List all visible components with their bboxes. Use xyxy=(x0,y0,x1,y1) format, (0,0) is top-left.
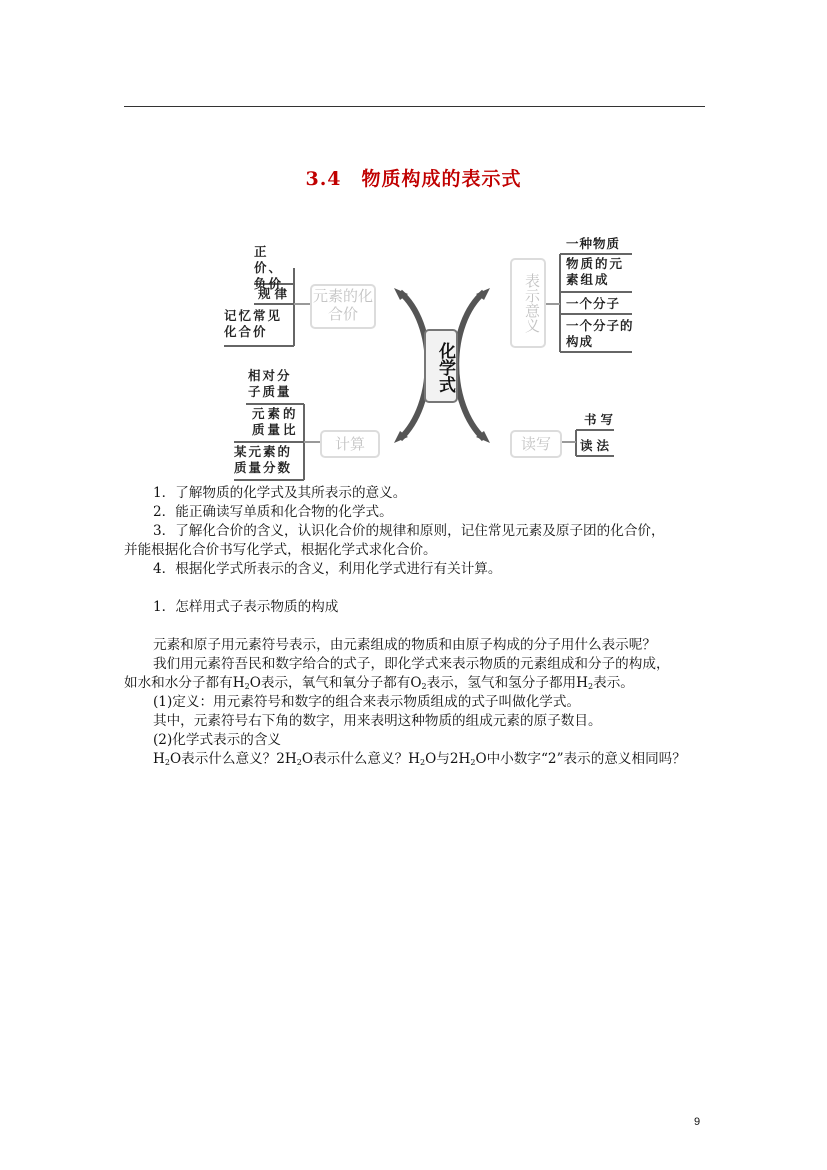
calc-item-1: 相对分子质量 xyxy=(248,368,292,399)
readwrite-item-1: 书写 xyxy=(584,412,618,427)
objective-3: 3．了解化合价的含义，认识化合价的规律和原则，记住常见元素及原子团的化合价， xyxy=(153,523,665,539)
center-node: 化学式 xyxy=(424,329,458,403)
calc-item-2: 元素的质量比 xyxy=(252,406,299,437)
body-line-3-e: 表示，氢气和氢分子都用H xyxy=(426,675,589,691)
subscript: 2 xyxy=(588,682,594,691)
valence-item-3: 记忆常见化合价 xyxy=(224,308,283,339)
subscript: 2 xyxy=(420,758,426,767)
objective-4: 4．根据化学式所表示的含义，利用化学式进行有关计算。 xyxy=(153,561,502,577)
body-line-7-g: O与2H xyxy=(425,751,471,767)
body-line-7-e: O表示什么意义？H xyxy=(301,751,421,767)
page-number: 9 xyxy=(694,1116,701,1128)
body-line-3-a: 如水和水分子都有H xyxy=(124,675,245,691)
subscript: 2 xyxy=(244,682,250,691)
concept-mindmap xyxy=(222,234,636,486)
meaning-item-1: 一种物质 xyxy=(566,236,621,251)
meaning-item-4: 一个分子的构成 xyxy=(566,318,634,349)
objective-1: 1．了解物质的化学式及其所表示的意义。 xyxy=(153,485,407,501)
body-line-3-c: O表示，氧气和氧分子都有O xyxy=(249,675,422,691)
branch-calc-label: 计算 xyxy=(320,430,380,458)
subscript: 2 xyxy=(421,682,427,691)
readwrite-item-2: 读法 xyxy=(580,438,614,453)
body-line-2: 我们用元素符吾民和数字给合的式子，即化学式来表示物质的元素组成和分子的构成， xyxy=(153,656,670,672)
objective-2: 2．能正确读写单质和化合物的化学式。 xyxy=(153,504,393,520)
meaning-item-2: 物质的元素组成 xyxy=(566,256,625,287)
valence-item-2: 规律 xyxy=(258,286,292,301)
body-line-3-g: 表示。 xyxy=(593,675,634,691)
body-line-4: (1)定义：用元素符号和数字的组合来表示物质组成的式子叫做化学式。 xyxy=(153,694,581,710)
subscript: 2 xyxy=(470,758,476,767)
section-heading: 1．怎样用式子表示物质的构成 xyxy=(153,599,339,615)
body-line-7-a: H xyxy=(153,751,165,767)
body-line-7 xyxy=(153,750,686,772)
subscript: 2 xyxy=(296,758,302,767)
branch-meaning-label: 表示意义 xyxy=(510,258,546,348)
page-title: 3.4 物质构成的表示式 xyxy=(305,168,522,190)
valence-item-1: 正价、负价 xyxy=(254,244,284,291)
objective-3-cont: 并能根据化合价书写化学式，根据化学式求化合价。 xyxy=(124,542,437,558)
header-rule xyxy=(124,106,705,107)
body-line-7-i: O中小数字“2”表示的意义相同吗？ xyxy=(475,751,686,767)
branch-valence-label: 元素的化合价 xyxy=(310,284,376,329)
body-line-6: (2)化学式表示的含义 xyxy=(153,732,282,748)
subscript: 2 xyxy=(164,758,170,767)
meaning-item-3: 一个分子 xyxy=(566,296,621,311)
body-line-7-c: O表示什么意义？2H xyxy=(169,751,297,767)
calc-item-3: 某元素的质量分数 xyxy=(234,444,293,475)
body-line-1: 元素和原子用元素符号表示，由元素组成的物质和由原子构成的分子用什么表示呢？ xyxy=(153,637,656,653)
body-line-5: 其中，元素符号右下角的数字，用来表明这种物质的组成元素的原子数目。 xyxy=(153,713,602,729)
branch-readwrite-label: 读写 xyxy=(510,430,562,458)
